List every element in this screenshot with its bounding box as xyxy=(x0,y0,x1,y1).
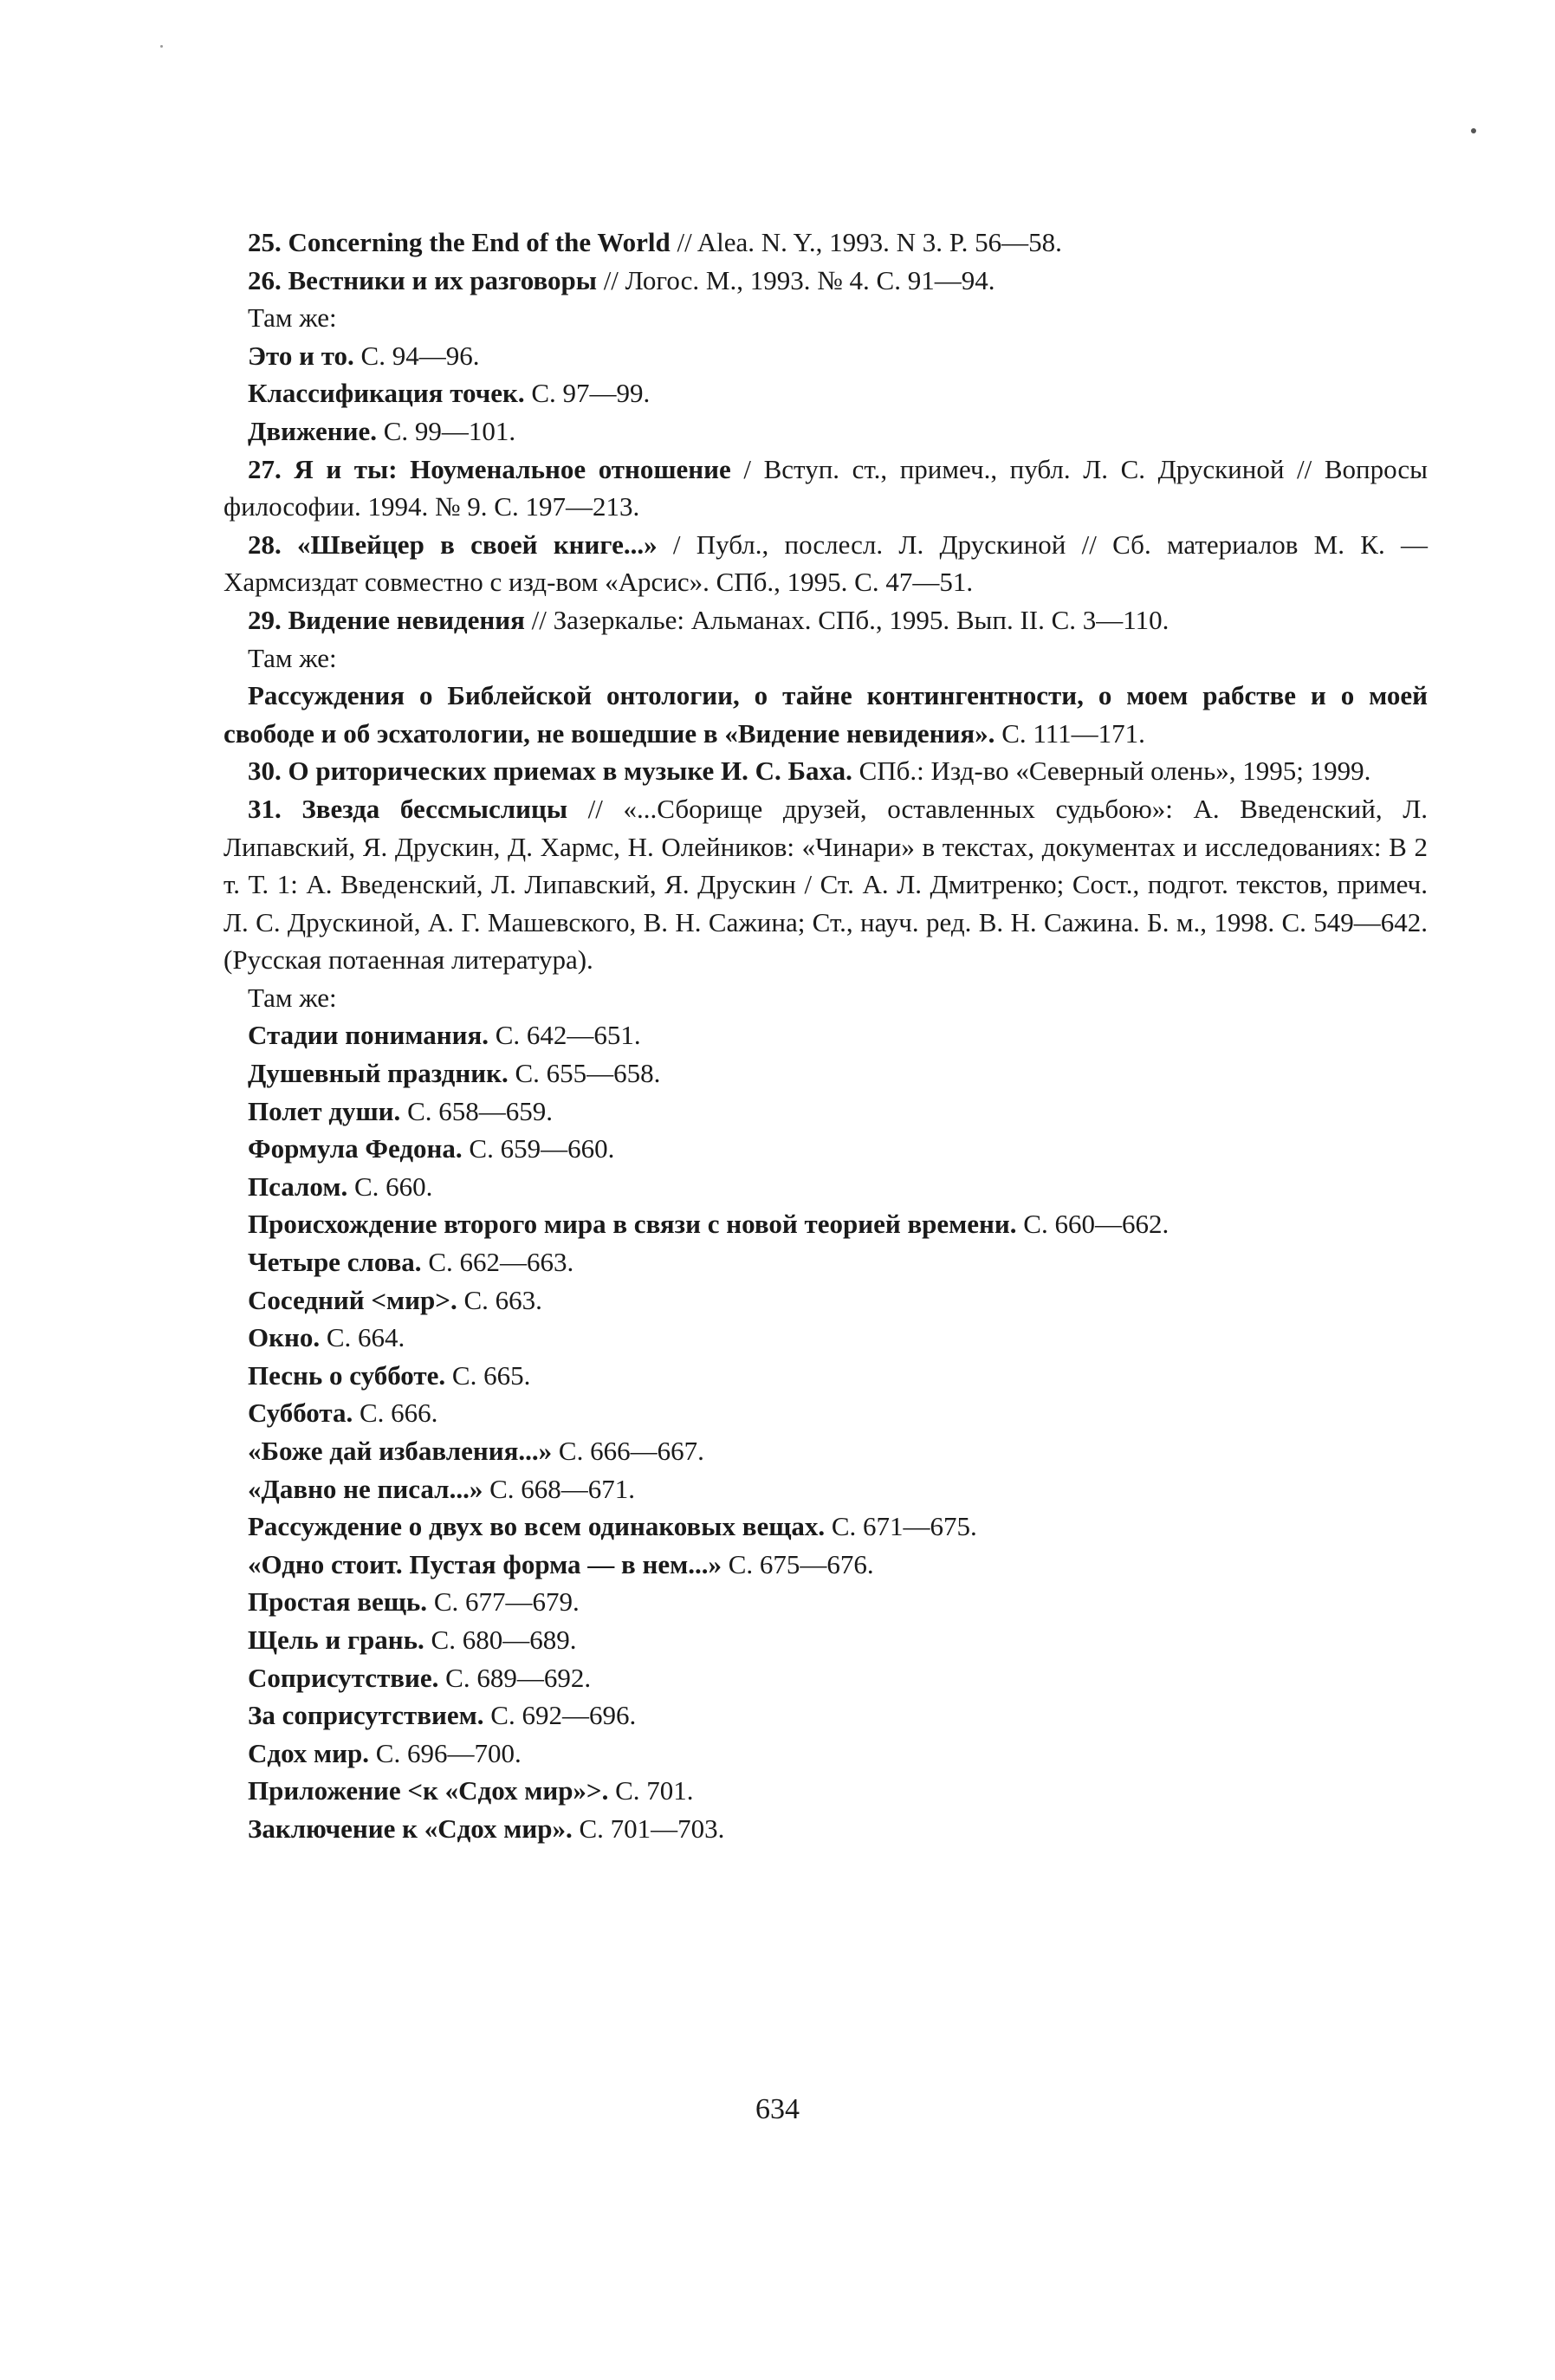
sub-entry: Соприсутствие. С. 689—692. xyxy=(248,1662,592,1693)
sub-entry: Стадии понимания. С. 642—651. xyxy=(248,1020,641,1051)
sub-entry: Приложение <к «Сдох мир»>. С. 701. xyxy=(248,1775,694,1806)
ibid-label: Там же: xyxy=(248,302,337,334)
sub-entry: Окно. С. 664. xyxy=(248,1322,405,1353)
bibliography-text xyxy=(224,224,1428,1848)
sub-entry: Рассуждения о Библейской онтологии, о тайне контингентности, о моем рабстве и о моей свободе и об эсхатологии, не вошедшие в «Видение невидения». С. 111—171. xyxy=(224,680,1428,749)
scan-speck xyxy=(1471,128,1476,133)
sub-entry: Простая вещь. С. 677—679. xyxy=(248,1586,580,1618)
sub-entry: Полет души. С. 658—659. xyxy=(248,1095,553,1126)
entry-30 xyxy=(224,752,1428,790)
sub-entry: Суббота. С. 666. xyxy=(248,1398,438,1429)
sub-entry: «Боже дай избавления...» С. 666—667. xyxy=(248,1436,704,1466)
entry-title: 28. «Швейцер в своей книге...» xyxy=(248,529,658,560)
sub-entry: За соприсутствием. С. 692—696. xyxy=(248,1700,637,1731)
sub-entry: Душевный праздник. С. 655—658. xyxy=(248,1058,661,1089)
sub-entry: Соседний <мир>. С. 663. xyxy=(248,1284,542,1315)
entry-details: // «...Сборище друзей, оставленных судьбою»: А. Введенский, Л. Липавский, Я. Друскин, Д. Хармс, Н. Олейников: «Чинари» в текстах, документах и исследованиях: В 2 т. Т. 1: А. Введенский, Л. Липавский, Я. Друскин / Ст. А. Л. Дмитренко; Сост., подгот. текстов, примеч. Л. С. Друскиной, А. Г. Машевского, В. Н. Сажина; Ст., науч. ред. В. Н. Сажина. Б. м., 1998. С. 549—642. (Русская потаенная литература). xyxy=(224,793,1428,976)
ibid-label: Там же: xyxy=(248,642,337,673)
entry-details: // Alea. N. Y., 1993. N 3. P. 56—58. xyxy=(670,227,1062,257)
ibid-label: Там же: xyxy=(248,982,337,1013)
entry-details: / Вступ. ст., примеч., публ. Л. С. Друскиной // Вопросы философии. 1994. № 9. С. 197—213. xyxy=(224,453,1428,522)
sub-entry: Классификация точек. С. 97—99. xyxy=(248,378,651,409)
entry-title: 29. Видение невидения xyxy=(248,604,525,635)
sub-entry: Формула Федона. С. 659—660. xyxy=(248,1133,615,1164)
entry-title: 30. О риторических приемах в музыке И. С. Баха. xyxy=(248,756,852,787)
entry-title: 27. Я и ты: Ноуменальное отношение xyxy=(248,453,731,484)
sub-entry: Рассуждение о двух во всем одинаковых вещах. С. 671—675. xyxy=(248,1511,977,1542)
sub-entry: Четыре слова. С. 662—663. xyxy=(248,1247,574,1278)
sub-entry: Псалом. С. 660. xyxy=(248,1171,433,1202)
entry-title: 25. Concerning the End of the World xyxy=(248,227,671,257)
sub-entry: Происхождение второго мира в связи с новой теорией времени. С. 660—662. xyxy=(248,1209,1169,1240)
entry-details: // Логос. М., 1993. № 4. С. 91—94. xyxy=(596,264,995,295)
entry-details: / Публ., послесл. Л. Друскиной // Сб. материалов М. К. — Хармсиздат совместно с изд-вом «Арсис». СПб., 1995. С. 47—51. xyxy=(224,529,1428,598)
entry-title: 26. Вестники и их разговоры xyxy=(248,264,597,295)
sub-entry: Движение. С. 99—101. xyxy=(248,415,516,446)
entry-title: 31. Звезда бессмыслицы xyxy=(248,793,568,824)
entry-27 xyxy=(224,451,1428,526)
entry-25 xyxy=(224,224,1428,262)
entry-details: // Зазеркалье: Альманах. СПб., 1995. Вып. II. С. 3—110. xyxy=(524,604,1169,635)
sub-entry: «Одно стоит. Пустая форма — в нем...» С. 675—676. xyxy=(248,1548,874,1579)
sub-entry: «Давно не писал...» С. 668—671. xyxy=(248,1473,636,1504)
entry-28 xyxy=(224,526,1428,601)
sub-entry: Это и то. С. 94—96. xyxy=(248,340,480,371)
scan-speck xyxy=(160,45,163,48)
entry-31 xyxy=(224,790,1428,979)
sub-entry: Щель и грань. С. 680—689. xyxy=(248,1624,577,1655)
sub-entry: Сдох мир. С. 696—700. xyxy=(248,1737,522,1768)
sub-entry: Заключение к «Сдох мир». С. 701—703. xyxy=(248,1813,725,1844)
entry-26 xyxy=(224,262,1428,300)
page-number: 634 xyxy=(755,2093,800,2125)
sub-entry: Песнь о субботе. С. 665. xyxy=(248,1359,531,1391)
entry-29 xyxy=(224,601,1428,639)
entry-details: СПб.: Изд-во «Северный олень», 1995; 1999. xyxy=(852,756,1371,787)
